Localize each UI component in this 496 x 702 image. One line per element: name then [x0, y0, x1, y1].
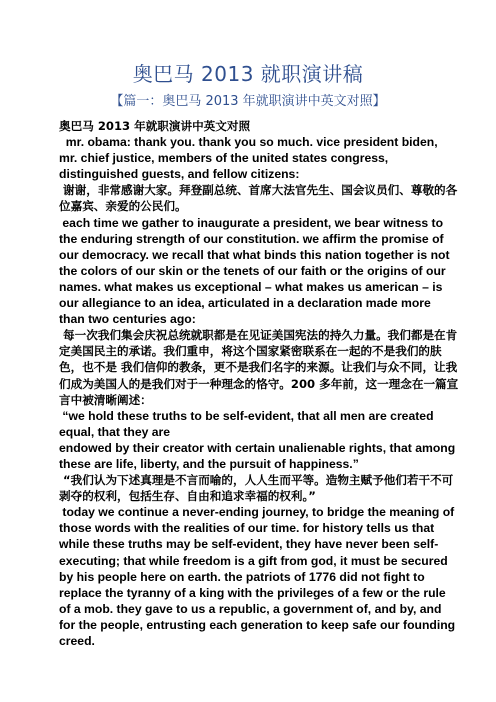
paragraph-en-2: each time we gather to inaugurate a president, we bear witness to the enduring strength of our constitution. we affirm the promise of our democracy. we recall that what binds this nation together is not the colors of our skin or the tenets of our faith or the origins of our names. what makes us exceptional – what makes us american – is our allegiance to an idea, articulated in a declaration made more than two centuries ago:: [59, 215, 453, 327]
paragraph-zh-2: 每一次我们集会庆祝总统就职都是在见证美国宪法的持久力量。我们都是在肯定美国民主的承诺。我们重申，将这个国家紧密联系在一起的不是我们的肤色，也不是 我们信仰的教条，更不是我们名字的来源。让我们与众不同，让我们成为美国人的是我们对于一种理念的恪守。200 多年前，这一理念在一篇宣言中被清晰阐述：: [59, 328, 459, 407]
paragraph-en-3b: endowed by their creator with certain unalienable rights, that among these are life, liberty, and the pursuit of happiness.”: [59, 440, 459, 471]
paragraph-heading: 奥巴马 2013 年就职演讲中英文对照: [59, 119, 251, 133]
paragraph-zh-1: 谢谢，非常感谢大家。拜登副总统、首席大法官先生、国会议员们、尊敬的各位嘉宾、亲爱的公民们。: [59, 183, 458, 214]
paragraph-zh-3: “我们认为下述真理是不言而喻的，人人生而平等。造物主赋予他们若干不可剥夺的权利，包括生存、自由和追求幸福的权利。”: [59, 473, 454, 504]
document-subtitle: 【篇一：奥巴马 2013 年就职演讲中英文对照】: [110, 94, 386, 109]
document-title: 奥巴马 2013 就职演讲稿: [132, 62, 364, 86]
document-body: [59, 118, 459, 649]
paragraph-en-3a: “we hold these truths to be self-evident, that all men are created equal, that they are: [59, 408, 437, 439]
paragraph-en-1: mr. obama: thank you. thank you so much. vice president biden, mr. chief justice, members of the united states congress, distinguished guests, and fellow citizens:: [59, 135, 441, 182]
paragraph-en-4: today we continue a never-ending journey, to bridge the meaning of those words with the realities of our time. for history tells us that while these truths may be self-evident, they have never been self-executing; that while freedom is a gift from god, it must be secured by his people here on earth. the patriots of 1776 did not fight to replace the tyranny of a king with the privileges of a few or the rule of a mob. they gave to us a republic, a government of, and by, and for the people, entrusting each generation to keep safe our founding creed.: [59, 505, 459, 648]
